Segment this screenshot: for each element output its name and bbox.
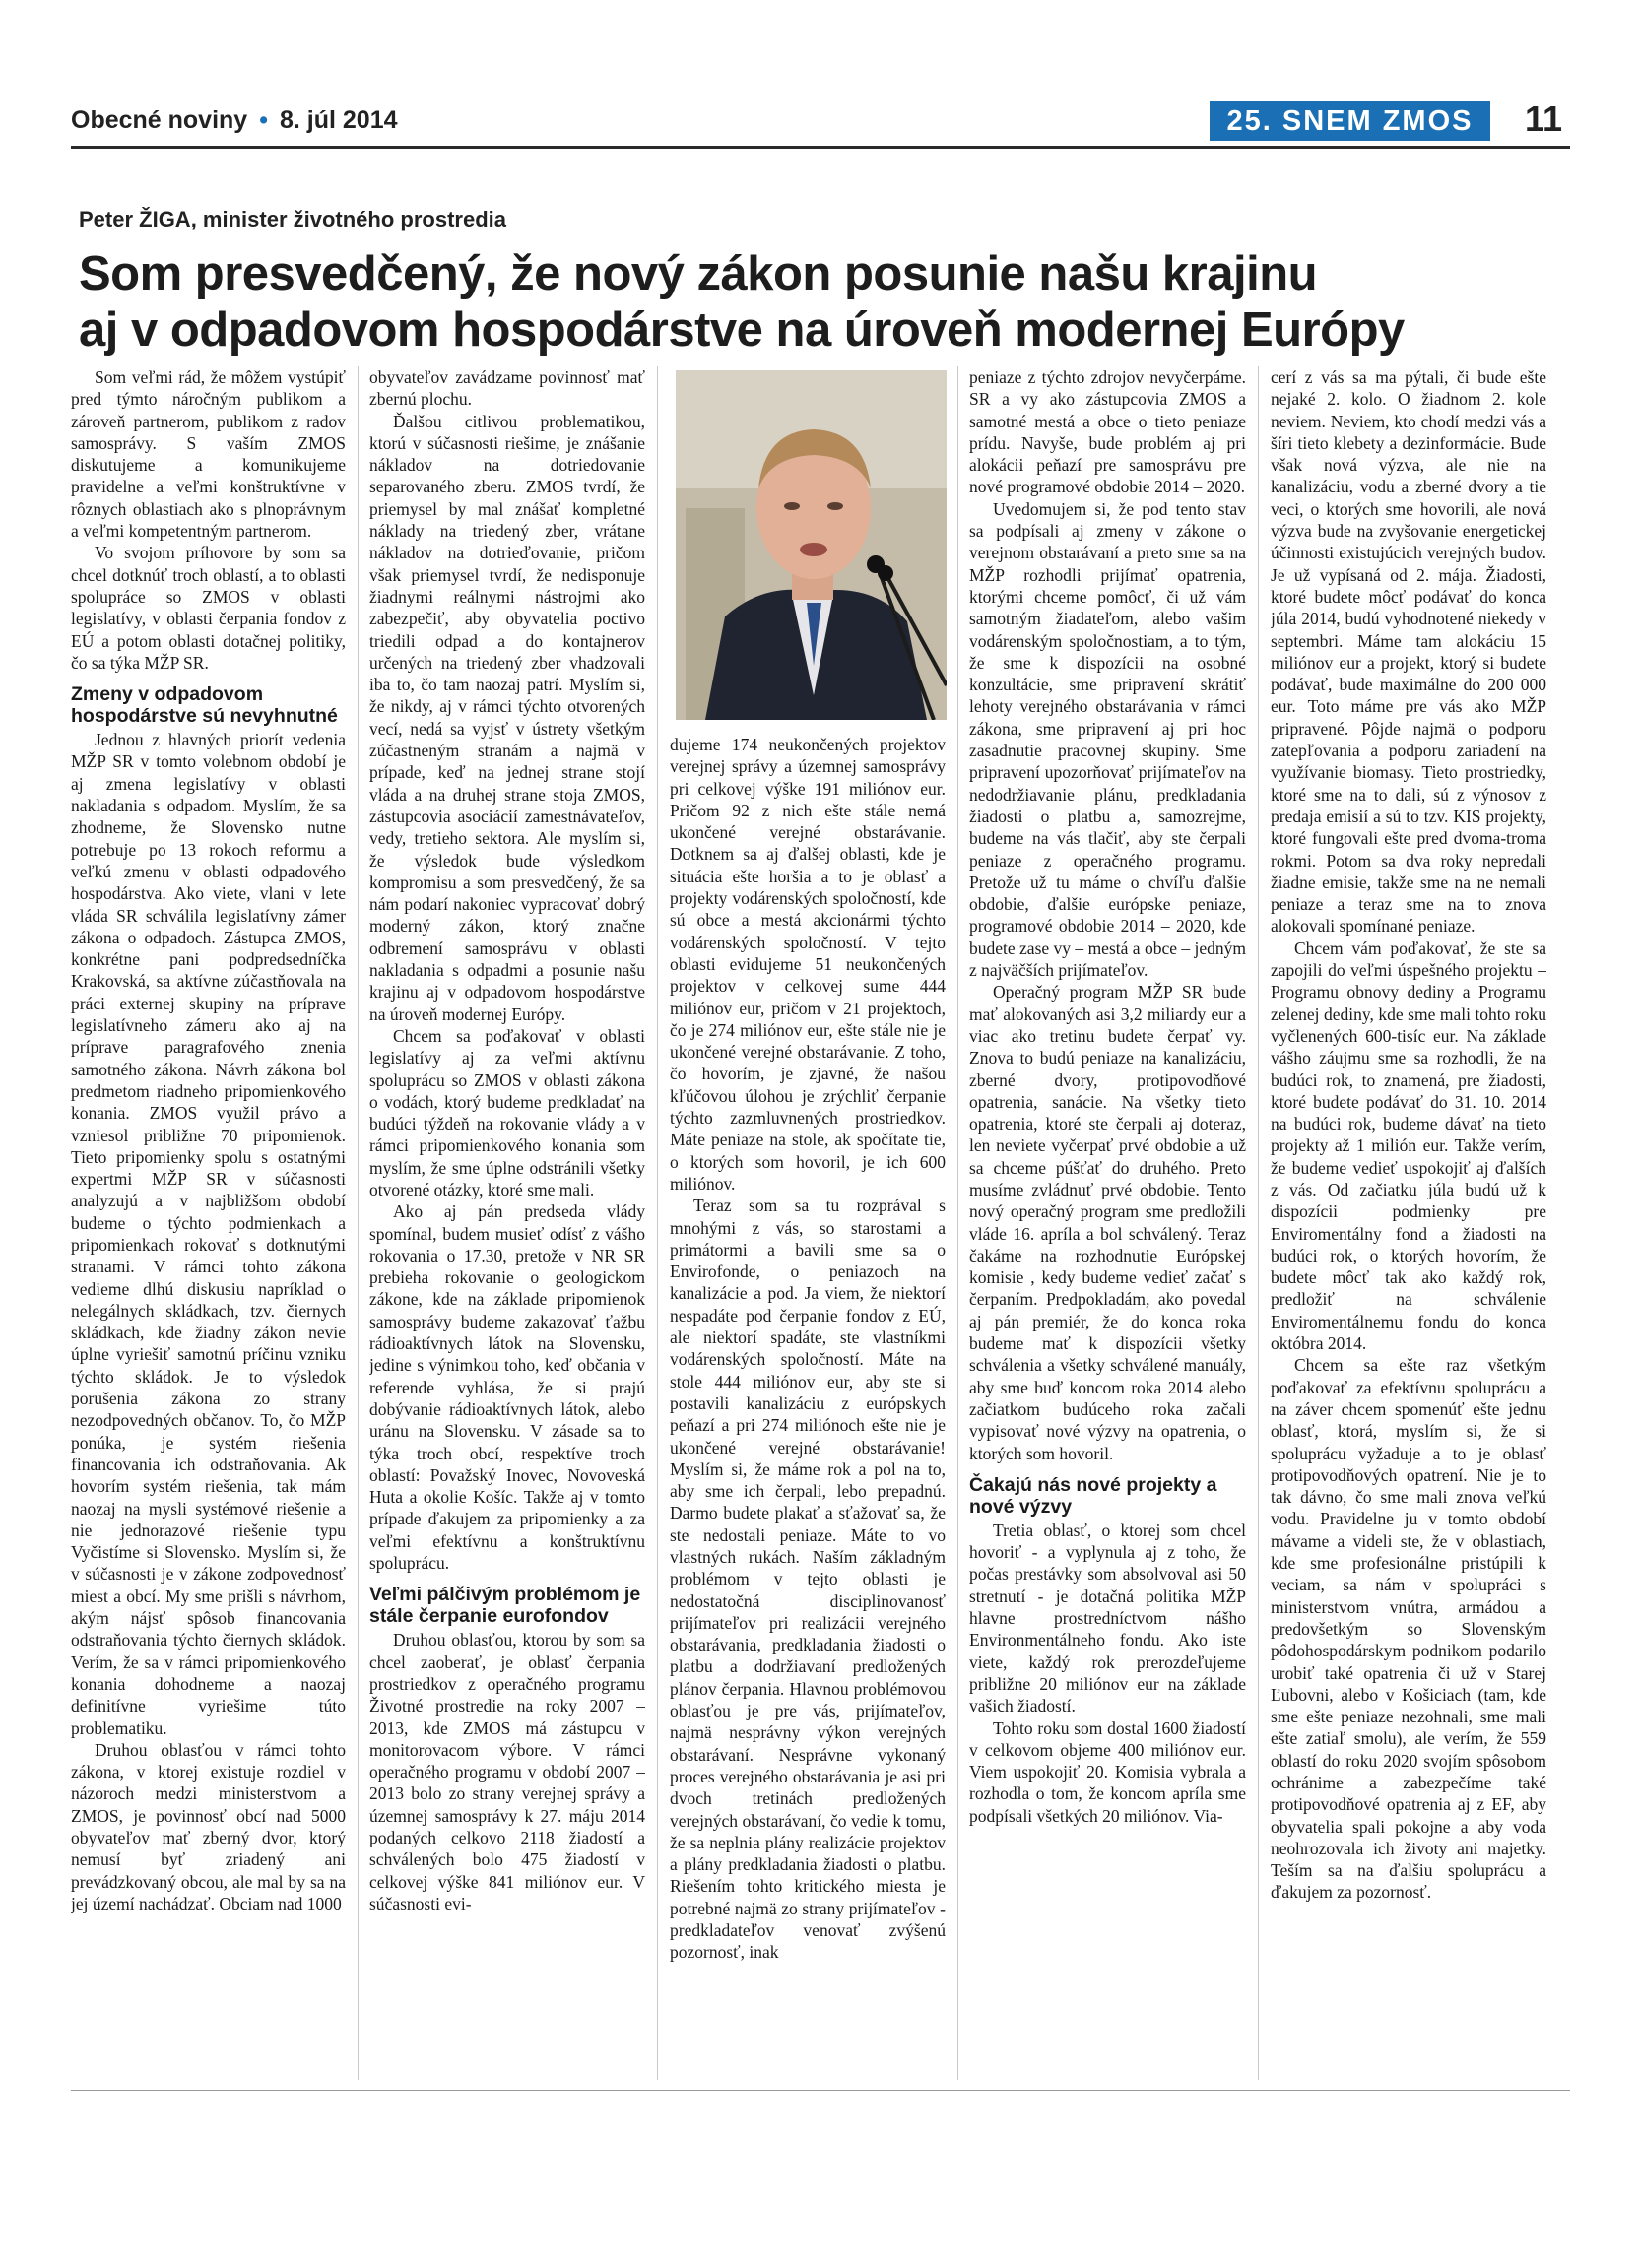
separator-dot: •	[259, 106, 268, 134]
article-column-4	[969, 366, 1246, 2080]
headline-line-1: Som presvedčený, že nový zákon posunie našu krajinu	[79, 247, 1318, 300]
paragraph: Chcem vám poďakovať, že ste sa zapojili do veľmi úspešného projektu – Programu obnovy dediny a Programu zelenej dediny, kde sme mali tohto roku vyčlenených 600-tisíc eur. Na základe vášho záujmu sme sa rozhodli, že na budúci rok, to znamená, pre žiadosti, ktoré budete podávať do 31. 10. 2014 na budúci rok, budeme dávať na tieto projekty až 1 milión eur. Takže verím, že budeme vedieť uspokojiť aj ďalších z vás. Od začiatku júla budú už k dispozícii podmienky pre Enviromentálny fond a žiadosti na budúci rok, o ktorých hovorím, že budete môcť tak ako každý rok, predložiť na schválenie Enviromentálnemu fondu do konca októbra 2014.	[1271, 938, 1546, 1354]
paragraph: Operačný program MŽP SR bude mať alokovaných asi 3,2 miliardy eur a viac ako tretinu budete čerpať vy. Znova to budú peniaze na kanalizáciu, zberné dvory, protipovodňové opatrenia, sanácie. Na všetky tieto opatrenia, ktoré ste čerpali aj doteraz, len neviete vyčerpať prvé obdobie a už sa chceme púšťať do druhého. Preto musíme zvládnuť prvé obdobie. Tento nový operačný program sme predložili vláde 16. apríla a bol schválený. Teraz čakáme na rozhodnutie Európskej komisie , kedy budeme vedieť začať s čerpaním. Predpokladám, ako povedal aj pán premiér, že do konca roka budeme mať k dispozícii všetky schválenia a všetky schválené manuály, aby sme buď koncom roka 2014 alebo začiatkom budúceho roka začali vypisovať nové výzvy na opatrenia, o ktorých som hovoril.	[969, 982, 1246, 1463]
paragraph: dujeme 174 neukončených projektov verejnej správy a územnej samosprávy pri celkovej výške 191 miliónov eur. Pričom 92 z nich ešte stále nemá ukončené verejné obstarávanie. Dotknem sa aj ďalšej oblasti, kde je situácia ešte horšia a to je oblasť a projekty vodárenských spoločností, kde sú obce a mestá akcionármi týchto vodárenských spoločností. V tejto oblasti evidujeme 51 neukončených projektov v celkovej sume 444 miliónov eur, pričom v 21 projektoch, čo je 274 miliónov eur, ešte stále nie je ukončené verejné obstarávanie. Z toho, čo hovorím, je zjavné, že našou kľúčovou úlohou je zrýchliť čerpanie týchto zazmluvnených prostriedkov. Máte peniaze na stole, ak spočítate tie, o ktorých som hovoril, je ich 600 miliónov.	[670, 735, 946, 1194]
article-column-2	[369, 366, 645, 2080]
byline: Peter ŽIGA, minister životného prostredia	[79, 207, 506, 231]
subheading: Zmeny v odpadovom hospodárstve sú nevyhnutné	[71, 683, 338, 728]
subheading: Veľmi pálčivým problémom je stále čerpanie eurofondov	[369, 1584, 641, 1628]
column-divider	[1258, 366, 1259, 2080]
footer-rule	[71, 2090, 1570, 2091]
paragraph: Tretia oblasť, o ktorej som chcel hovoriť - a vyplynula aj z toho, že počas prestávky som absolvoval asi 50 stretnutí - je dotačná politika MŽP hlavne prostredníctvom nášho Environmentálneho fondu. Ako iste viete, každý rok prerozdeľujeme približne 20 miliónov eur na základe vašich žiadostí.	[969, 1520, 1246, 1717]
section-label: 25. SNEM ZMOS	[1210, 101, 1490, 141]
column-divider	[957, 366, 958, 2080]
paragraph: obyvateľov zavádzame povinnosť mať zbernú plochu.	[369, 367, 645, 410]
page-number: 11	[1525, 98, 1563, 139]
headline-line-2: aj v odpadovom hospodárstve na úroveň modernej Európy	[79, 303, 1405, 356]
paragraph: Tohto roku som dostal 1600 žiadostí v celkovom objeme 400 miliónov eur. Viem uspokojiť 20. Komisia vybrala a rozhodla o tom, že koncom apríla sme podpísali všetkých 20 miliónov. Via-	[969, 1717, 1246, 1826]
column-divider	[657, 366, 658, 2080]
column-divider	[358, 366, 359, 2080]
paragraph: Jednou z hlavných priorít vedenia MŽP SR v tomto volebnom období je aj zmena legislatívy v oblasti nakladania s odpadom. Myslím, že sa zhodneme, že Slovensko nutne potrebuje po 13 rokoch reformu a veľkú zmenu v oblasti odpadového hospodárstva. Ako viete, vlani v lete vláda SR schválila legislatívny zámer zákona o odpadoch. Zástupca ZMOS, konkrétne pani podpredsedníčka Krakovská, sa aktívne zúčastňovala na práci externej skupiny na príprave legislatívneho zámeru ako aj na príprave paragrafového znenia samotného zákona. Návrh zákona bol predmetom riadneho pripomienkového konania. ZMOS využil právo a vzniesol približne 70 pripomienok. Tieto pripomienky spolu s ostatnými expertmi MŽP SR v súčasnosti analyzujú a v najbližšom období budeme o týchto podmienkach a pripomienkach rokovať s dotknutými stranami. V rámci tohto zákona vedieme dlhú diskusiu napríklad o nelegálnych skládkach, tzv. čiernych skládkach, kde žiadny zákon nevie úplne vyriešiť samotnú príčinu vzniku týchto skládok. Je to výsledok porušenia zákona zo strany nezodpovedných občanov. To, čo MŽP ponúka, je systém riešenia financovania ich odstraňovania. Ak hovorím systém riešenia, tak mám naozaj na mysli systémové riešenie a nie jednorazové riešenie typu Vyčistíme si Slovensko. Myslím si, že v súčasnosti je v zákone zodpovednosť miest a obcí. My sme prišli s návrhom, akým nájsť spôsob financovania odstraňovania týchto čiernych skládok. Verím, že sa v rámci pripomienkového konania dohodneme a naozaj definitívne vyriešime túto problematiku.	[71, 730, 346, 1738]
article-column-1	[71, 366, 346, 2080]
headline	[79, 246, 1556, 358]
issue-date: 8. júl 2014	[279, 106, 398, 134]
paragraph: Chcem sa poďakovať v oblasti legislatívy aj za veľmi aktívnu spoluprácu so ZMOS v oblasti zákona o vodách, ktorý budeme predkladať na budúci týždeň na rokovanie vlády a v rámci pripomienkového konania som myslím, že sme úplne odstránili všetky otvorené otázky, ktoré sme mali.	[369, 1025, 645, 1199]
paragraph: cerí z vás sa ma pýtali, či bude ešte nejaké 2. kolo. O žiadnom 2. kole neviem. Neviem, kto chodí medzi vás a šíri tieto klebety a dezinformácie. Bude však nová výzva, ale nie na kanalizáciu, vodu a zberné dvory a tie veci, o ktorých sme hovorili, ale nová výzva bude na zvyšovanie energetickej účinnosti existujúcich verejných budov. Je už vypísaná od 2. mája. Žiadosti, ktoré budete môcť podávať do konca júla 2014, budú vyhodnotené niekedy v septembri. Máme tam alokáciu 15 miliónov eur a projekt, ktorý si budete podávať, bude maximálne do 200 000 eur. Toto máme pre vás ako MŽP pripravené. Pôjde najmä o podporu zatepľovania a podporu zariadení na využívanie biomasy. Tieto prostriedky, ktoré sme na to dali, sú z výnosov z predaja emisií a sú to tzv. KIS projekty, ktoré fungovali ešte pred dvoma-troma rokmi. Potom sa dva roky nepredali žiadne emisie, takže sme na ne nemali peniaze a teraz sme na to znova alokovali spomínané peniaze.	[1271, 367, 1546, 937]
subheading: Čakajú nás nové projekty a nové výzvy	[969, 1473, 1217, 1518]
article-column-5	[1271, 366, 1546, 2080]
paragraph: Druhou oblasťou v rámci tohto zákona, v ktorej existuje rozdiel v názoroch medzi ministerstvom a ZMOS, je povinnosť obcí nad 5000 obyvateľov mať zberný dvor, ktorý nemusí byť zriadený ani prevádzkovaný obcou, ale mal by sa na jej území nachádzať. Obciam nad 1000	[71, 1739, 346, 1913]
publication-name: Obecné noviny	[71, 106, 248, 134]
portrait-illustration	[676, 370, 947, 720]
paragraph: Teraz som sa tu rozprával s mnohými z vás, so starostami a primátormi a bavili sme sa o Envirofonde, o peniazoch na kanalizácie a pod. Ja viem, že niektorí nespadáte pod čerpanie fondov z EÚ, ale niektorí spadáte, ste vlastníkmi vodárenských spoločností. Máte na stole 444 miliónov eur, aby ste si postavili kanalizáciu z európskych peňazí a pri 274 miliónoch ešte nie je ukončené verejné obstarávanie! Myslím si, že máme rok a pol na to, aby sme ich čerpali, lebo prepadnú. Darmo budete plakať a sťažovať sa, že ste nedostali peniaze. Máte to vo vlastných rukách. Naším základným problémom v tejto oblasti je nedostatočná disciplinovanosť prijímateľov pri realizácii verejného obstarávania, predkladania žiadosti o platbu a dodržiavaní predložených plánov čerpania. Hlavnou problémovou oblasťou je pre vás, prijímateľov, najmä nesprávny výkon verejných obstarávaní. Nesprávne vykonaný proces verejného obstarávania je asi pri dvoch tretinách predložených verejných obstarávaní, čo vedie k tomu, že sa neplnia plány realizácie projektov a plány predkladania žiadosti o platbu. Riešením tohto kritického miesta je potrebné najmä zo strany prijímateľov - predkladateľov venovať zvýšenú pozornosť, inak	[670, 1196, 946, 1963]
minister-photo	[676, 370, 947, 720]
paragraph: Druhou oblasťou, ktorou by som sa chcel zaoberať, je oblasť čerpania prostriedkov z operačného programu Životné prostredie na roky 2007 – 2013, kde ZMOS má zástupcu v monitorovacom výbore. V rámci operačného programu v období 2007 – 2013 bolo zo strany verejnej správy a územnej samosprávy k 27. máju 2014 podaných celkovo 2118 žiadostí a schválených bolo 475 žiadostí v celkovej výške 841 miliónov eur. V súčasnosti evi-	[369, 1630, 645, 1913]
paragraph: Vo svojom príhovore by som sa chcel dotknúť troch oblastí, a to oblasti spolupráce so ZMOS v oblasti legislatívy, v oblasti čerpania fondov z EÚ a potom oblasti dotačnej politiky, čo sa týka MŽP SR.	[71, 543, 346, 673]
paragraph: Chcem sa ešte raz všetkým poďakovať za efektívnu spoluprácu a na záver chcem spomenúť ešte jednu oblasť, ktorá, myslím si, že si spoluprácu vyžaduje a to je oblasť protipovodňových opatrení. Nie je to tak dávno, čo sme mali znova veľkú vodu. Pravidelne ju v tomto období mávame a videli ste, že v oblastiach, kde sme profesionálne pristúpili k veciam, sa nám v spolupráci s ministerstvom vnútra, armádou a predovšetkým so Slovenským pôdohospodárskym podnikom podarilo urobiť také opatrenia či už v Starej Ľubovni, alebo v Košiciach (tam, kde sme ešte peniaze nezohnali, sme mali ešte zatiaľ smolu), ale verím, že 559 oblastí do roku 2020 svojím spôsobom ochránime a zabezpečíme také protipovodňové opatrenia aj z EF, aby obyvatelia spali pokojne a aby voda neohrozovala ich životy ani majetky. Teším sa na ďalšiu spoluprácu a ďakujem za pozornosť.	[1271, 1355, 1546, 1903]
article-column-3	[670, 734, 946, 2080]
header-rule	[71, 146, 1570, 149]
paragraph: peniaze z týchto zdrojov nevyčerpáme. SR a vy ako zástupcovia ZMOS a samotné mestá a obce o tieto peniaze prídu. Navyše, bude problém aj pri alokácii peňazí pre samosprávu pre nové programové obdobie 2014 – 2020.	[969, 367, 1246, 497]
paragraph: Uvedomujem si, že pod tento stav sa podpísali aj zmeny v zákone o verejnom obstarávaní a preto sme sa na MŽP rozhodli prijímať opatrenia, ktorými chceme pomôcť, či už vám samotným žiadateľom, alebo vašim vodárenským spoločnostiam, a to tým, že sme k dispozícii na osobné konzultácie, sme pripravení skrátiť lehoty verejného obstarávania v rámci zákona, sme pripravení aj pri hoc zasadnutie pracovnej skupiny. Sme pripravení upozorňovať prijímateľov na nedodržiavanie plánu, predkladania žiadosti o platbu a, samozrejme, budeme na vás tlačiť, aby ste čerpali peniaze z operačného programu. Pretože už tu máme o chvíľu ďalšie obdobie, ďalšie európske peniaze, programové obdobie 2014 – 2020, kde budete zase vy – mestá a obce – jedným z najväčších prijímateľov.	[969, 498, 1246, 981]
paragraph: Ako aj pán predseda vlády spomínal, budem musieť odísť z vášho rokovania o 17.30, pretože v NR SR prebieha rokovanie o geologickom zákone, kde na základe pripomienok samosprávy budeme zakazovať ťažbu rádioaktívnych látok na Slovensku, jedine s výnimkou toho, keď občania v referende vyhlása, že si prajú dobývanie rádioaktívnych látok, alebo uránu na Slovensku. V zásade sa to týka troch obcí, respektíve troch oblastí: Považský Inovec, Novoveská Huta a okolie Košíc. Takže aj v tomto prípade ďakujem za pripomienky a za veľmi efektívnu a konštruktívnu spoluprácu.	[369, 1201, 645, 1574]
masthead	[71, 106, 398, 135]
paragraph: Ďalšou citlivou problematikou, ktorú v súčasnosti riešime, je znášanie nákladov na dotriedovanie separovaného zberu. ZMOS tvrdí, že priemysel by mal znášať kompletné náklady na triedený zber, vrátane nákladov na dotrieďovanie, pričom však priemysel tvrdí, že nedisponuje žiadnymi reálnymi nástrojmi ako zabezpečiť, aby obyvatelia poctivo triedili odpad a do kontajnerov určených na triedený zber vhadzovali iba to, čo tam naozaj patrí. Myslím si, že nikdy, aj v rámci týchto otvorených vecí, nedá sa vyjsť v ústrety všetkým zúčastneným stranám a najmä v prípade, keď na jednej strane stojí vláda a na druhej strane stoja ZMOS, zástupcovia asociácií zamestnávateľov, vedy, tretieho sektora. Ale myslím si, že výsledok bude výsledkom kompromisu a som presvedčený, že sa nám podarí nakoniec vypracovať dobrý moderný zákon, ktorý značne odbremení samosprávu v oblasti nakladania s odpadmi a posunie našu krajinu aj v odpadovom hospodárstve na úroveň modernej Európy.	[369, 411, 645, 1024]
paragraph: Som veľmi rád, že môžem vystúpiť pred týmto náročným publikom a zároveň partnerom, publikom z radov samosprávy. S vaším ZMOS diskutujeme a komunikujeme pravidelne a veľmi konštruktívne v rôznych oblastiach ako s plnoprávnym a veľmi kompetentným partnerom.	[71, 367, 346, 542]
